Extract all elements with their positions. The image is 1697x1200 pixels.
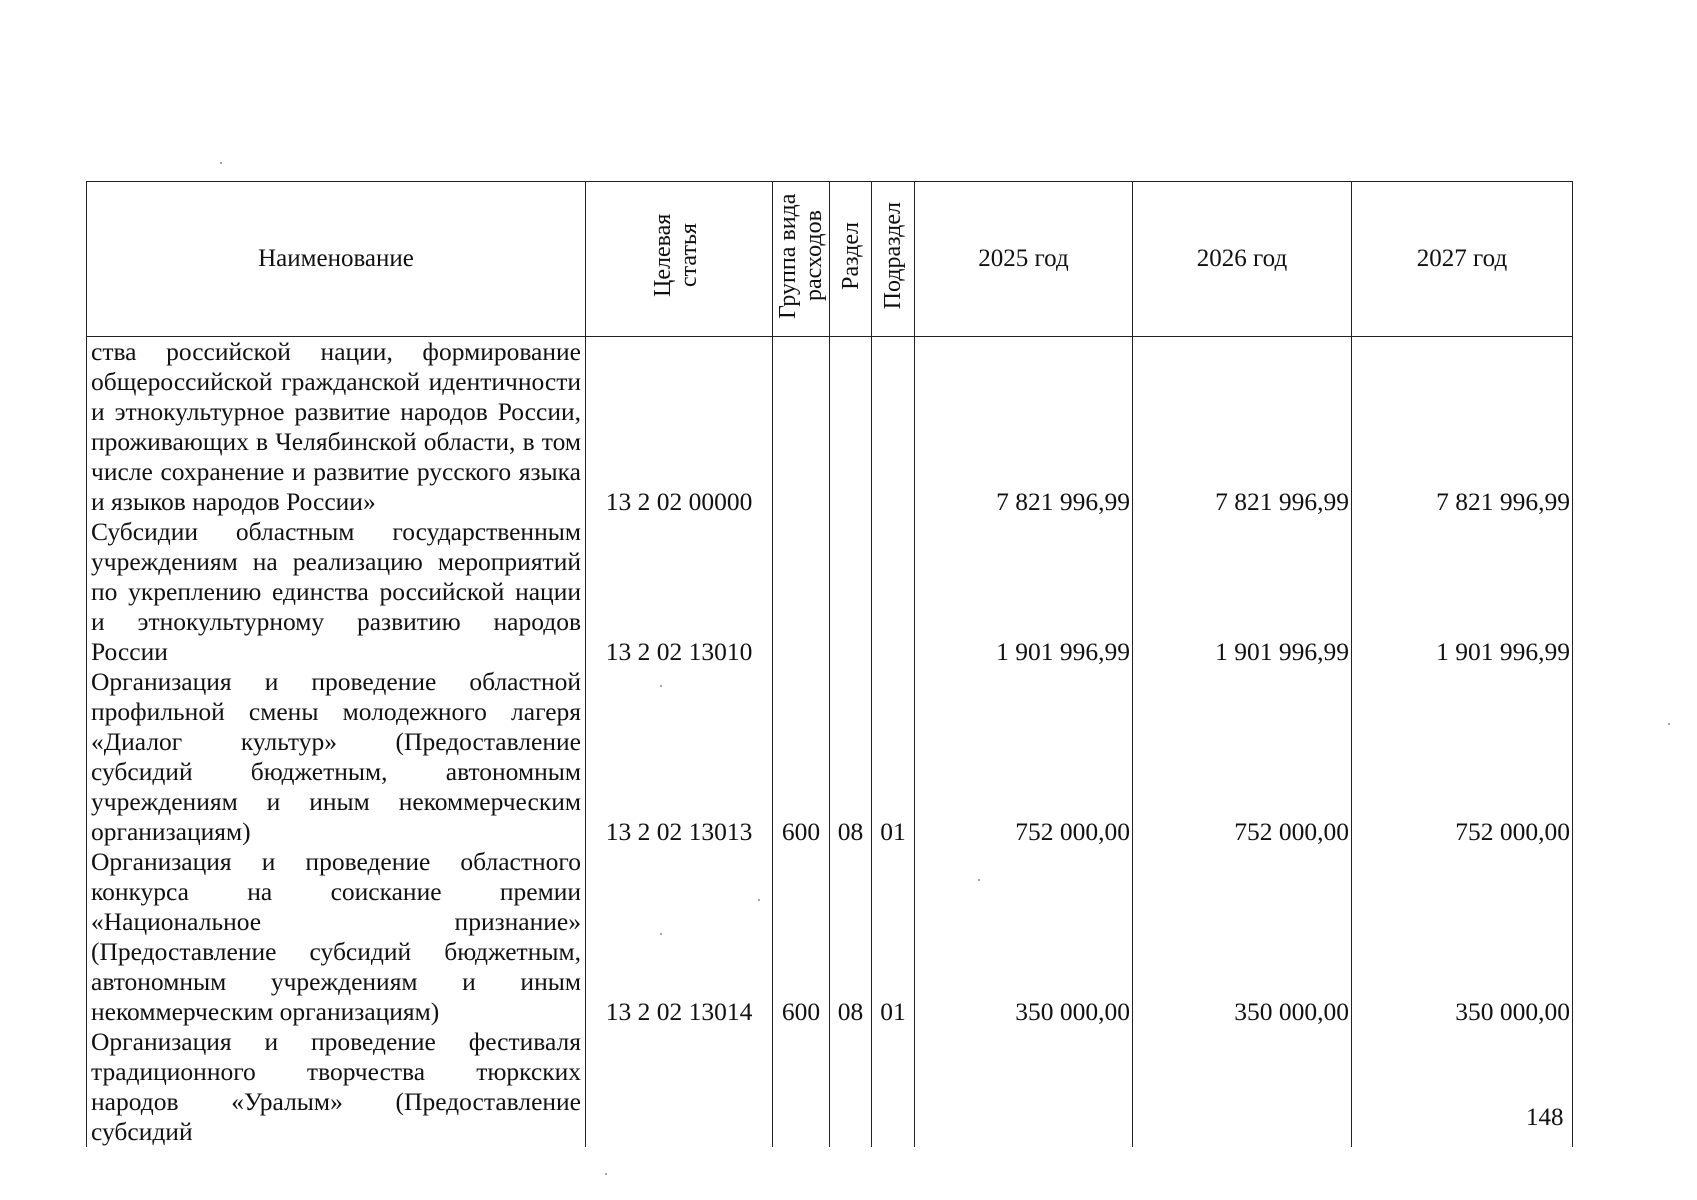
cell-2025 (915, 1027, 1133, 1147)
header-subsection: Подраздел (872, 182, 915, 337)
header-target-article: Целевая статья (586, 182, 773, 337)
cell-target-article: 13 2 02 00000 (586, 337, 773, 518)
header-expense-group: Группа вида расходов (773, 182, 830, 337)
table-row (87, 667, 1573, 847)
cell-section (830, 1027, 872, 1147)
cell-2025: 7 821 996,99 (915, 337, 1133, 518)
cell-name: Организация и проведение фестиваля традиционного творчества тюркских народов «Уралым» (Предоставление субсидий (87, 1027, 586, 1147)
cell-target-article: 13 2 02 13013 (586, 667, 773, 847)
table-row (87, 337, 1573, 518)
cell-subsection (872, 517, 915, 667)
header-2027: 2027 год (1352, 182, 1573, 337)
scan-speck (220, 162, 222, 164)
scan-speck (605, 1173, 607, 1175)
cell-subsection (872, 1027, 915, 1147)
cell-name: Организация и проведение областной профильной смены молодежного лагеря «Диалог культур» (Предоставление субсидий бюджетным, автономным учреждениям и иным некоммерческим организациям) (87, 667, 586, 847)
cell-2027: 7 821 996,99 (1352, 337, 1573, 518)
budget-table (86, 181, 1573, 1147)
cell-2027: 752 000,00 (1352, 667, 1573, 847)
page-number: 148 (1526, 1104, 1564, 1131)
cell-name: Организация и проведение областного конкурса на соискание премии «Национальное признание» (Предоставление субсидий бюджетным, автономным учреждениям и иным некоммерческим организациям) (87, 847, 586, 1027)
table-row (87, 1027, 1573, 1147)
cell-target-article: 13 2 02 13014 (586, 847, 773, 1027)
table-body (87, 337, 1573, 1148)
cell-expense-group: 600 (773, 667, 830, 847)
cell-subsection: 01 (872, 847, 915, 1027)
header-name: Наименование (87, 182, 586, 337)
cell-expense-group (773, 337, 830, 518)
cell-target-article: 13 2 02 13010 (586, 517, 773, 667)
header-section: Раздел (830, 182, 872, 337)
cell-2025: 350 000,00 (915, 847, 1133, 1027)
cell-2025: 752 000,00 (915, 667, 1133, 847)
cell-expense-group: 600 (773, 847, 830, 1027)
cell-2027: 350 000,00 (1352, 847, 1573, 1027)
cell-name: ства российской нации, формирование общероссийской гражданской идентичности и этнокультурное развитие народов России, проживающих в Челябинской области, в том числе сохранение и развитие русского языка и языков народов России» (87, 337, 586, 518)
scan-speck (1668, 723, 1670, 725)
cell-expense-group (773, 1027, 830, 1147)
cell-2027: 1 901 996,99 (1352, 517, 1573, 667)
cell-2026 (1133, 1027, 1352, 1147)
cell-section: 08 (830, 667, 872, 847)
scan-speck (978, 879, 980, 881)
cell-2026: 1 901 996,99 (1133, 517, 1352, 667)
scan-speck (660, 933, 662, 935)
cell-2026: 752 000,00 (1133, 667, 1352, 847)
cell-section (830, 517, 872, 667)
cell-subsection (872, 337, 915, 518)
cell-expense-group (773, 517, 830, 667)
header-2026: 2026 год (1133, 182, 1352, 337)
cell-2026: 7 821 996,99 (1133, 337, 1352, 518)
cell-subsection: 01 (872, 667, 915, 847)
cell-target-article (586, 1027, 773, 1147)
table-row (87, 517, 1573, 667)
cell-name: Субсидии областным государственным учреждениям на реализацию мероприятий по укреплению единства российской нации и этнокультурному развитию народов России (87, 517, 586, 667)
cell-section (830, 337, 872, 518)
table-header-row (87, 182, 1573, 337)
cell-2026: 350 000,00 (1133, 847, 1352, 1027)
cell-2025: 1 901 996,99 (915, 517, 1133, 667)
table-row (87, 847, 1573, 1027)
cell-section: 08 (830, 847, 872, 1027)
header-2025: 2025 год (915, 182, 1133, 337)
scan-speck (660, 685, 662, 687)
scan-speck (758, 899, 760, 901)
